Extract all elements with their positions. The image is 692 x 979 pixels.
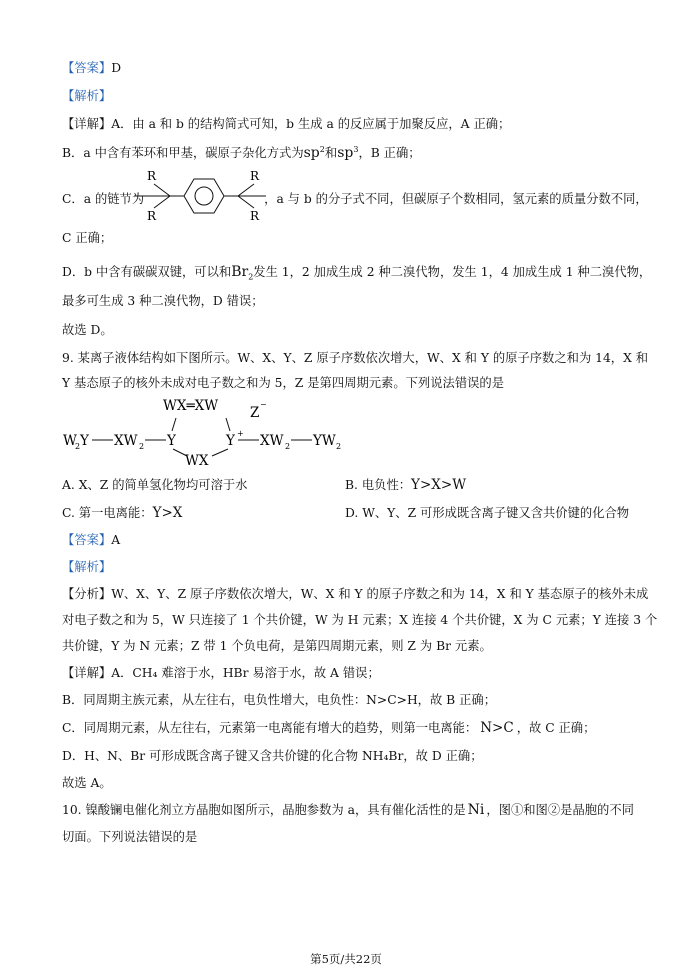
q8-detail-d-2: 最多可生成 3 种二溴代物，D 错误； xyxy=(62,294,264,308)
q10-stem-1: 10. 镍酸镧电催化剂立方晶胞如图所示，晶胞参数为 a，具有催化活性的是 Ni ，图①和图②是晶胞的不同 xyxy=(62,802,634,818)
struct-y-left: Y xyxy=(167,433,176,449)
q9-analysis-3: 共价键，Y 为 N 元素；Z 带 1 个负电荷，是第四周期元素，则 Z 为 Br 元素。 xyxy=(62,639,492,653)
q8-detail-c-end: C 正确； xyxy=(62,231,113,245)
svg-text:YW: YW xyxy=(313,433,336,449)
q9-stem-2: Y 基态原子的核外未成对电子数之和为 5，Z 是第四周期元素。下列说法错误的是 xyxy=(62,376,505,390)
svg-text:2: 2 xyxy=(139,442,145,451)
svg-text:W: W xyxy=(63,433,77,449)
answer-value: A xyxy=(111,533,121,547)
q9-detail-d: D．H、N、Br 可形成既含离子键又含共价键的化合物 NH₄Br，故 D 正确； xyxy=(62,749,483,763)
r-label: R xyxy=(147,169,157,183)
answer-tag: 【答案】 xyxy=(62,533,112,547)
q9-analysis-1: 【分析】W、X、Y、Z 原子序数依次增大，W、X 和 Y 的原子序数之和为 14，X 和 Y 基态原子的核外未成 xyxy=(62,587,649,601)
analysis-tag: 【解析】 xyxy=(62,89,112,103)
q9-answer-line xyxy=(62,532,120,548)
q9-option-b: B. 电负性：Y>X>W xyxy=(345,477,467,493)
analysis-tag: 【解析】 xyxy=(62,560,112,574)
q8-detail-b: B．a 中含有苯环和甲基，碳原子杂化方式为$sp^2$和$sp^3$，B 正确； xyxy=(62,144,421,161)
svg-text:2: 2 xyxy=(285,442,291,451)
q9-conclusion: 故选 A。 xyxy=(62,776,112,790)
q8-answer-line xyxy=(62,60,121,76)
q9-option-c: C. 第一电离能：Y>X xyxy=(62,505,183,521)
q10-stem-2: 切面。下列说法错误的是 xyxy=(62,830,198,844)
q9-detail-b: B．同周期主族元素，从左往右，电负性增大，电负性：N>C>H，故 B 正确； xyxy=(62,693,497,707)
q9-detail-a: 【详解】A．CH₄ 难溶于水，HBr 易溶于水，故 A 错误； xyxy=(62,666,380,680)
answer-tag: 【答案】 xyxy=(62,61,112,75)
chain-unit-structure xyxy=(132,168,268,232)
r-label: R xyxy=(250,209,260,223)
q8-detail-d: D．b 中含有碳碳双键，可以和$Br_2$发生 1，2 加成生成 2 种二溴代物，发生 1，4 加成生成 1 种二溴代物， xyxy=(62,264,652,282)
q8-conclusion: 故选 D。 xyxy=(62,323,113,337)
r-label: R xyxy=(250,169,260,183)
q8-detail-a: 【详解】A．由 a 和 b 的结构简式可知，b 生成 a 的反应属于加聚反应，A 正确； xyxy=(62,117,511,131)
struct-y-right: Y xyxy=(226,433,235,449)
struct-z-charge: − xyxy=(260,400,267,409)
page-footer: 第5页/共22页 xyxy=(310,952,382,966)
ionic-liquid-structure xyxy=(60,392,360,472)
q9-option-a: A. X、Z 的简单氢化物均可溶于水 xyxy=(62,478,248,492)
svg-text:2: 2 xyxy=(336,442,342,451)
benzene-ring xyxy=(184,179,224,213)
svg-text:Y: Y xyxy=(80,433,89,449)
svg-text:+: + xyxy=(237,429,244,438)
q8-detail-c: C．a 的链节为 ，a 与 b 的分子式不同，但碳原子个数相同，氢元素的质量分数不同， xyxy=(62,192,648,206)
svg-text:2: 2 xyxy=(75,442,81,451)
answer-value: D xyxy=(111,61,122,75)
struct-bottom: WX xyxy=(185,453,209,469)
struct-z: Z xyxy=(250,405,260,421)
r-label: R xyxy=(147,209,157,223)
q9-option-d: D. W、Y、Z 可形成既含离子键又含共价键的化合物 xyxy=(345,506,630,520)
svg-text:XW: XW xyxy=(260,433,284,449)
struct-top: WX═XW xyxy=(163,398,219,414)
q9-stem-1: 9. 某离子液体结构如下图所示。W、X、Y、Z 原子序数依次增大，W、X 和 Y 的原子序数之和为 14，X 和 xyxy=(62,351,649,365)
svg-text:XW: XW xyxy=(114,433,138,449)
q9-analysis-2: 对电子数之和为 5，W 只连接了 1 个共价键，W 为 H 元素；X 连接 4 个共价键，X 为 C 元素；Y 连接 3 个 xyxy=(62,613,658,627)
q9-detail-c: C．同周期元素，从左往右，元素第一电离能有增大的趋势，则第一电离能： N>C ，故 C 正确； xyxy=(62,720,596,736)
